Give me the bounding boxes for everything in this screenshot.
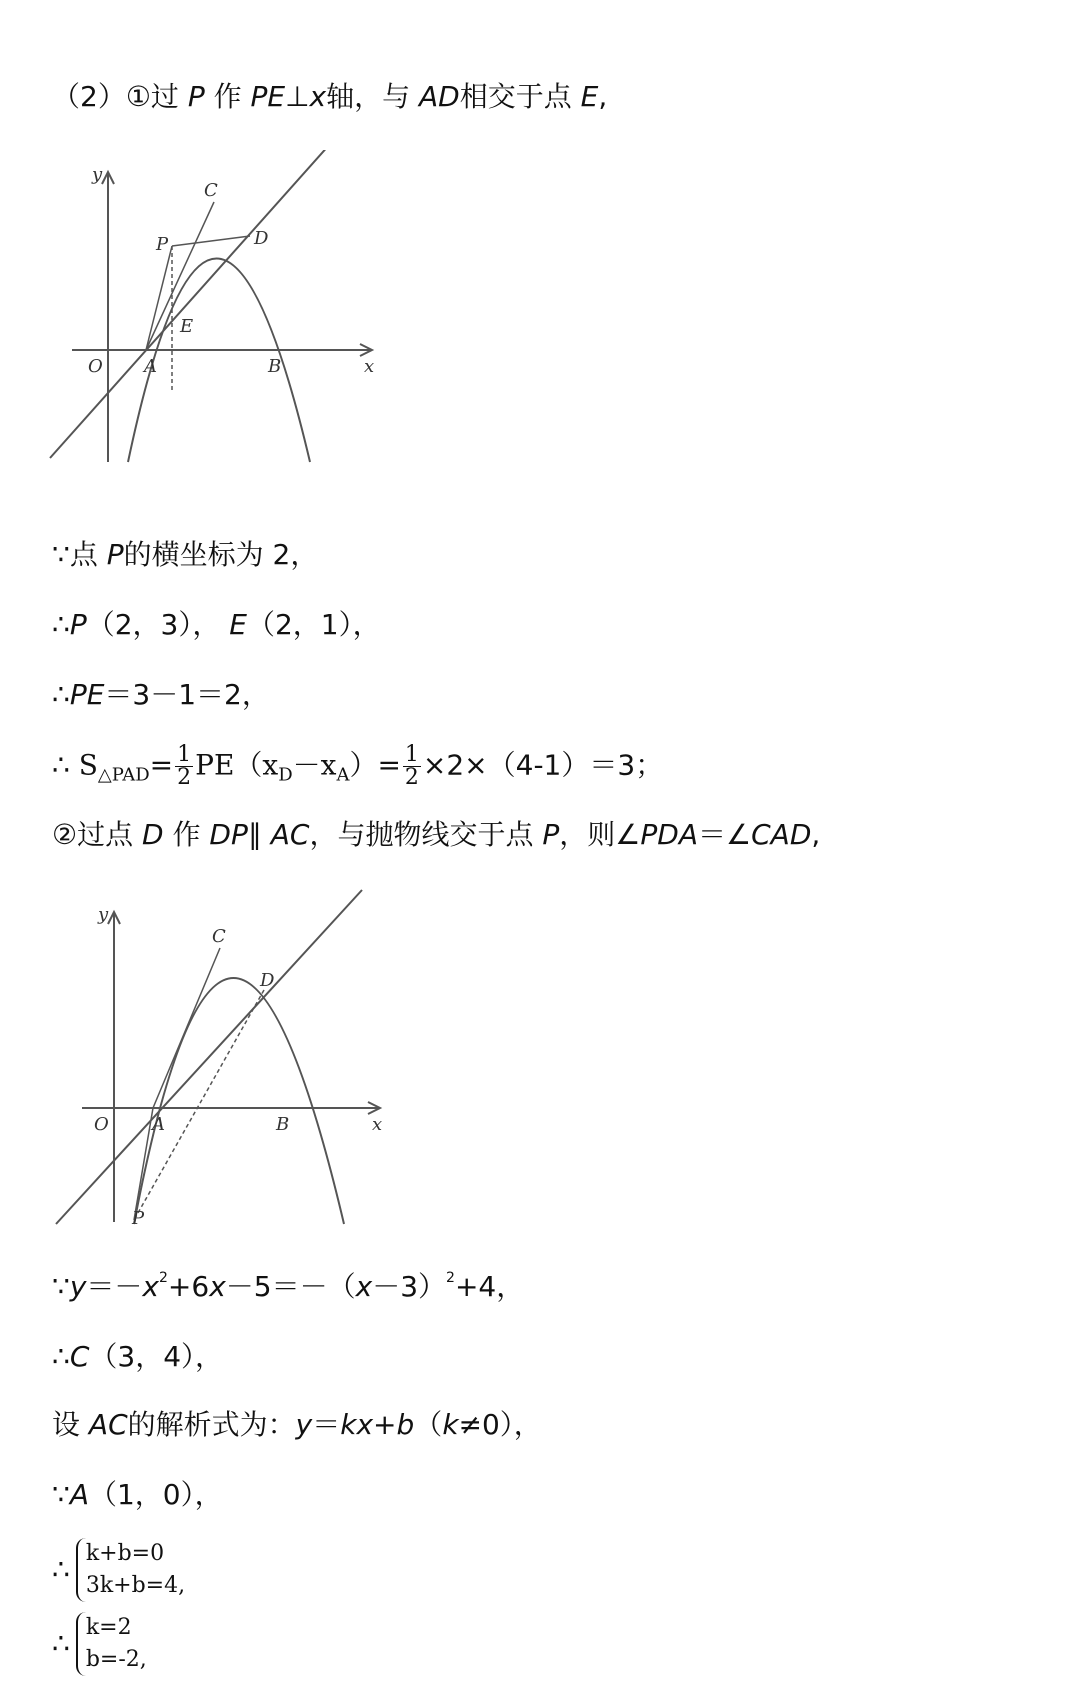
point-p: P [187,80,205,113]
tail: +4， [454,1270,525,1303]
figure-2 [54,882,414,1232]
var-x-3: x [355,1270,373,1303]
line-ad [50,150,330,458]
line-ac [56,890,362,1224]
heading-text-2: ，与抛物线交于点 [309,818,534,851]
fraction-half [175,744,193,789]
heading-text-2: 轴，与 [326,80,411,113]
because-symbol: ∵ [52,1270,70,1303]
system-2 [52,1612,147,1676]
e-coordinate: （2，1）， [246,608,381,641]
fraction-half-2 [403,744,421,789]
plus-six: +6 [167,1270,210,1303]
fig1-label-p: P [156,234,169,255]
step-vertex-form [52,1270,524,1304]
heading-end: , [811,818,821,851]
fraction-denominator: 2 [177,765,192,790]
fig2-label-p: P [132,1208,145,1229]
point-e: E [229,608,247,641]
figure-1 [48,150,408,490]
eq-neg: ＝－ [86,1270,143,1303]
heading-text-1: 作 [172,818,201,851]
solution-system [76,1612,147,1676]
angle-cad: CAD [751,818,812,851]
therefore-symbol: ∴ [52,678,70,711]
var-x-2: x [209,1270,226,1303]
segment-ac-chord [153,948,220,1108]
system-eq-1: k+b=0 [85,1541,165,1566]
heading-label: ②过点 [52,818,134,851]
term-kx: kx [340,1408,374,1441]
k-nonzero: ≠0）， [458,1408,542,1441]
system-1 [52,1538,185,1602]
var-x: x [142,1270,159,1303]
therefore-symbol: ∴ [52,608,70,641]
area-symbol: S [78,748,98,782]
fraction-numerator: 1 [177,742,192,767]
step-text: 的横坐标为 2， [123,538,319,571]
equation-system [76,1538,185,1602]
a-coordinate: （1，0）， [88,1478,223,1511]
segment-pd [172,236,250,246]
fig1-label-d: D [254,228,269,249]
heading-label: （2）①过 [52,80,179,113]
therefore-symbol: ∴ [52,1553,70,1587]
fig1-label-o: O [88,356,103,377]
part2b-heading [52,818,820,852]
var-k: k [442,1408,459,1441]
axis-x: x [309,80,327,113]
xd-subscript: D [278,764,293,786]
segment-ac: AC [88,1408,128,1441]
point-d: D [142,818,164,851]
fig2-label-a: A [152,1114,165,1135]
point-a: A [69,1478,89,1511]
p-coordinate: （2，3）， [86,608,221,641]
step-vertex-c [52,1340,223,1374]
xa-subscript: A [336,764,350,786]
step-coordinates [52,608,381,642]
open-paren: （ [414,1408,443,1441]
segment-pe: PE [69,678,105,711]
area-eq: = [149,748,174,782]
because-symbol: ∵点 [52,538,98,571]
solution-k: k=2 [85,1615,132,1640]
fig1-label-e: E [180,316,194,337]
equation-intro: 的解析式为： [127,1408,296,1441]
pe-value: ＝3－1＝2， [104,678,270,711]
segment-dp: DP [209,818,248,851]
heading-text-1: 作 [213,80,242,113]
part2-heading [52,80,607,114]
parabola [134,978,344,1224]
segment-ac: AC [270,818,310,851]
step-pe-length [52,678,270,712]
rest-2: －3） [372,1270,447,1303]
perp-symbol: ⊥ [285,80,310,113]
heading-text-3: ，则∠ [559,818,641,851]
var-y: y [69,1270,87,1303]
eq: ＝ [312,1408,341,1441]
point-p: P [542,818,560,851]
step-point-a [52,1478,223,1512]
area-subscript: △PAD [97,764,150,786]
system-end: , [139,1646,147,1672]
plus: + [373,1408,397,1441]
heading-text-3: 相交于点 [459,80,572,113]
pe-open: PE（x [195,748,279,782]
therefore-symbol: ∴ [52,748,70,782]
because-symbol: ∵ [52,1478,70,1511]
point-e: E [580,80,599,113]
minus-xa: －x [292,748,337,782]
segment-ap [134,1108,153,1220]
angle-pda: PDA [640,818,699,851]
fig2-label-d: D [260,970,275,991]
area-result: ×2×（4-1）＝3； [422,748,664,782]
therefore-symbol: ∴ [52,1340,70,1373]
therefore-symbol: ∴ [52,1627,70,1661]
fig1-label-c: C [204,180,218,201]
fig2-label-o: O [94,1114,109,1135]
fig2-label-b: B [276,1114,290,1135]
solution-b: b=-2 [85,1646,140,1672]
fig1-label-y: y [92,164,103,185]
point-p: P [69,608,87,641]
rest: －5＝－（ [225,1270,356,1303]
segment-ad: AD [419,80,460,113]
step-area [52,744,663,789]
let-label: 设 [52,1408,81,1441]
heading-text-4: ＝∠ [698,818,752,851]
fig1-label-a: A [144,356,157,377]
fig2-label-y: y [98,904,109,925]
heading-end: , [598,80,608,113]
step-abscissa [52,538,318,572]
segment-pe: PE [250,80,286,113]
var-b: b [396,1408,415,1441]
c-coordinate: （3，4）， [89,1340,224,1373]
exponent: 2 [159,1270,168,1286]
fraction-numerator-2: 1 [404,742,419,767]
fraction-denominator-2: 2 [404,765,419,790]
var-y: y [295,1408,313,1441]
fig1-label-b: B [268,356,282,377]
close-eq: ）= [349,748,401,782]
fig1-label-x: x [364,356,375,377]
system-eq-2: 3k+b=4 [85,1572,179,1598]
point-c: C [69,1340,90,1373]
system-end: , [178,1572,186,1598]
step-ac-equation [52,1408,542,1442]
exponent-2: 2 [446,1270,455,1286]
fig2-label-c: C [212,926,226,947]
fig2-label-x: x [372,1114,383,1135]
point-p: P [106,538,124,571]
parallel-symbol: ∥ [247,818,262,851]
